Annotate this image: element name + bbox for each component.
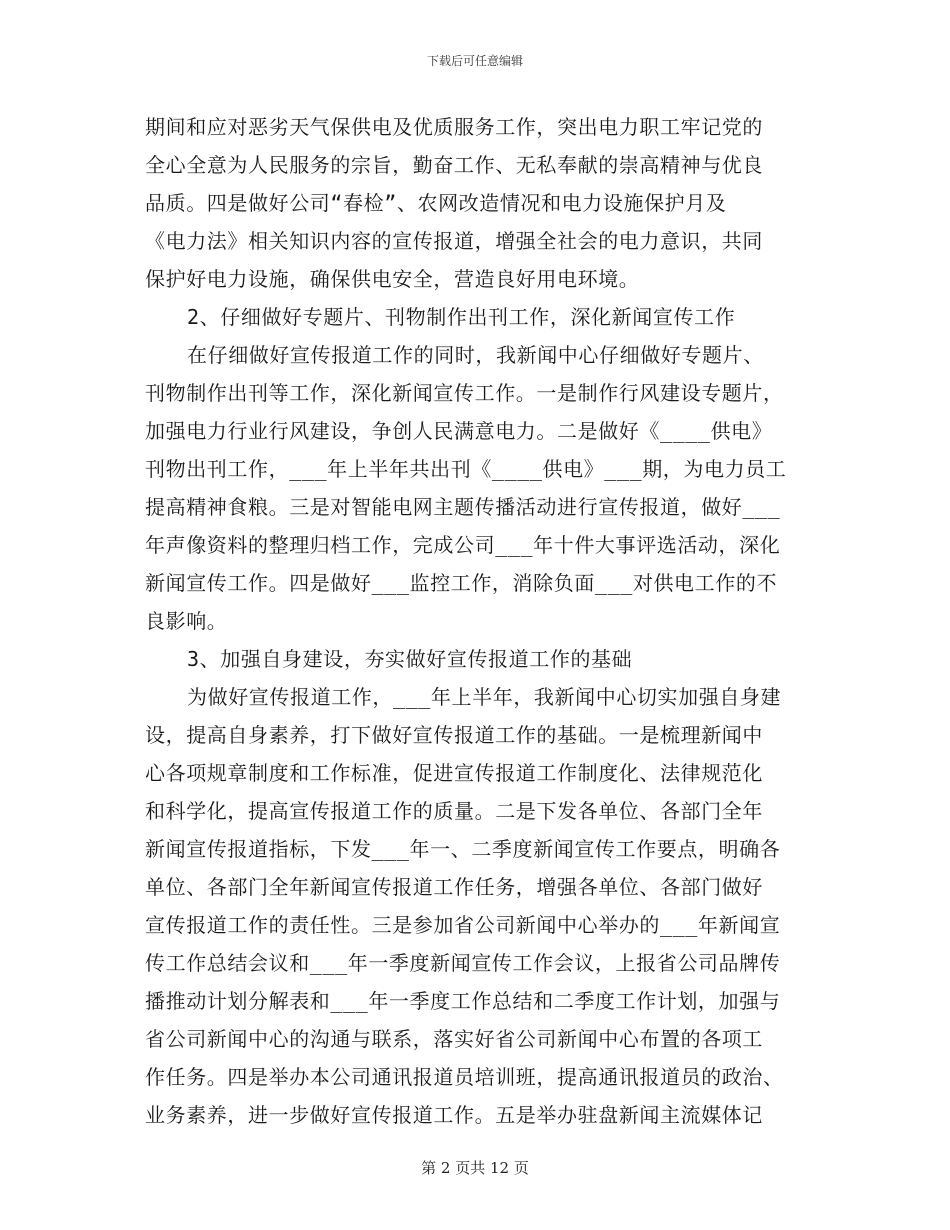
text-line: 宣传报道工作的责任性。三是参加省公司新闻中心举办的___年新闻宣 [145, 913, 781, 937]
text-line: 《电力法》相关知识内容的宣传报道，增强全社会的电力意识，共同 [145, 229, 763, 253]
text-line: 作任务。四是举办本公司通讯报道员培训班，提高通讯报道员的政治、 [145, 1065, 784, 1089]
text-line: 提高精神食粮。三是对智能电网主题传播活动进行宣传报道，做好___ [145, 495, 781, 519]
text-line: 业务素养，进一步做好宣传报道工作。五是举办驻盘新闻主流媒体记 [145, 1103, 763, 1127]
text-line: 传工作总结会议和___年一季度新闻宣传工作会议，上报省公司品牌传 [145, 951, 781, 975]
text-line: 刊物制作出刊等工作，深化新闻宣传工作。一是制作行风建设专题片， [145, 381, 784, 405]
text-line: 期间和应对恶劣天气保供电及优质服务工作，突出电力职工牢记党的 [145, 115, 763, 139]
text-line: 年声像资料的整理归档工作，完成公司___年十件大事评选活动，深化 [145, 533, 781, 557]
page-footer: 第 2 页共 12 页 [421, 1159, 529, 1177]
text-line: 保护好电力设施，确保供电安全，营造良好用电环境。 [145, 267, 640, 291]
text-line: 设，提高自身素养，打下做好宣传报道工作的基础。一是梳理新闻中 [145, 723, 763, 747]
text-line: 品质。四是做好公司“春检”、农网改造情况和电力设施保护月及 [145, 191, 727, 215]
text-line: 新闻宣传报道指标，下发___年一、二季度新闻宣传工作要点，明确各 [145, 837, 781, 861]
text-line: 全心全意为人民服务的宗旨，勤奋工作、无私奉献的崇高精神与优良 [145, 153, 763, 177]
text-line: 心各项规章制度和工作标准，促进宣传报道工作制度化、法律规范化 [145, 761, 763, 785]
text-line: 单位、各部门全年新闻宣传报道工作任务，增强各单位、各部门做好 [145, 875, 763, 899]
text-line: 加强电力行业行风建设，争创人民满意电力。二是做好《____供电》 [145, 419, 773, 443]
page-header: 下载后可任意编辑 [426, 54, 523, 68]
paragraph-start-line: 为做好宣传报道工作，___年上半年，我新闻中心切实加强自身建 [187, 685, 782, 709]
paragraph-start-line: 在仔细做好宣传报道工作的同时，我新闻中心仔细做好专题片、 [187, 343, 764, 367]
text-line: 省公司新闻中心的沟通与联系，落实好省公司新闻中心布置的各项工 [145, 1027, 763, 1051]
document-body [145, 108, 805, 1134]
text-line: 和科学化，提高宣传报道工作的质量。二是下发各单位、各部门全年 [145, 799, 763, 823]
text-line: 播推动计划分解表和___年一季度工作总结和二季度工作计划，加强与 [145, 989, 781, 1013]
paragraph-start-line: 2、仔细做好专题片、刊物制作出刊工作，深化新闻宣传工作 [187, 305, 736, 329]
text-line: 刊物出刊工作，___年上半年共出刊《____供电》___期，为电力员工 [145, 457, 787, 481]
text-line: 良影响。 [145, 609, 228, 633]
paragraph-start-line: 3、加强自身建设，夯实做好宣传报道工作的基础 [187, 647, 633, 671]
text-line: 新闻宣传工作。四是做好___监控工作，消除负面___对供电工作的不 [145, 571, 778, 595]
